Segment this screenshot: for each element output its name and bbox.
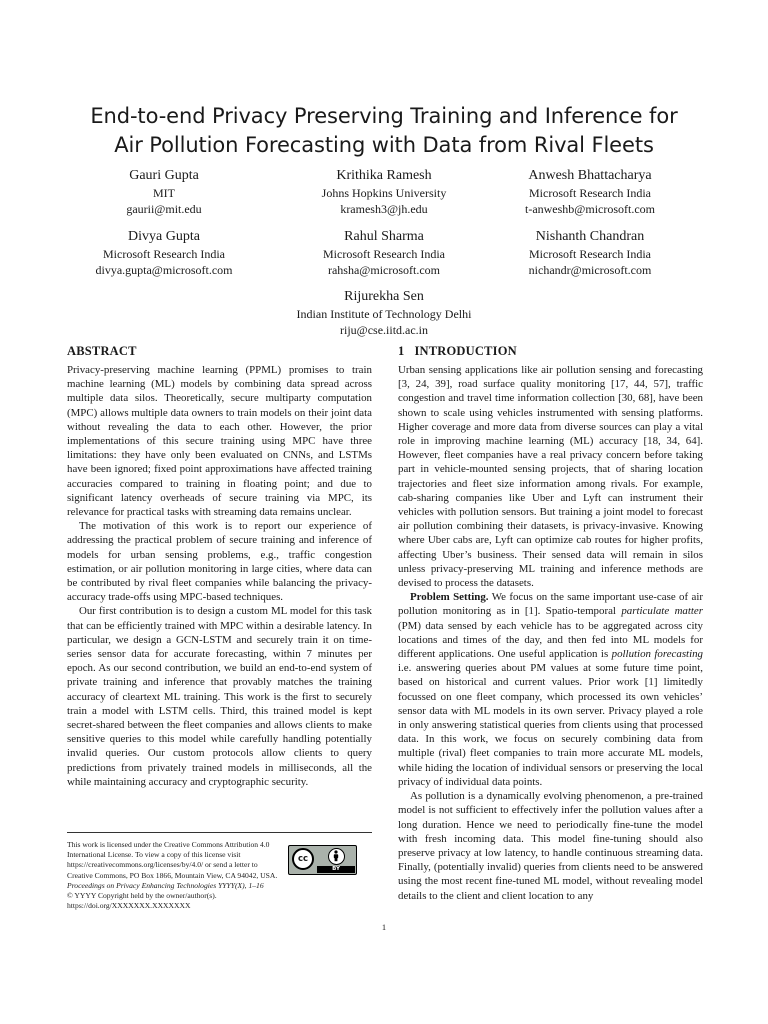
author-name: Nishanth Chandran <box>535 229 645 244</box>
section-number: 1 <box>398 344 405 358</box>
author-name: Krithika Ramesh <box>336 168 432 183</box>
author-block <box>264 167 504 217</box>
author-name: Anwesh Bhattacharya <box>528 168 652 183</box>
abstract-paragraph: Our first contribution is to design a custom ML model for this task that can be efficiently trained with MPC within a desirable latency. In particular, we design a GCN-LSTM and securely train it on time-series sensor data for accurate forecasting, within 7 minutes per epoch. As our second contribution, we build an end-to-end system of private training and inference that provably matches the training accuracy of cleartext ML training. This work is the first to securely train a model with LSTM cells. Third, this trained model is kept secret-shared between the fleet companies and allows clients to make sensitive queries to this model while carefully handling potentially invalid queries. Our custom protocols allow clients to query predictions from privately trained models in milliseconds, all the while maintaining accuracy and cryptographic security. <box>67 605 372 788</box>
author-email: kramesh3@jh.edu <box>340 202 428 216</box>
intro-paragraph: Urban sensing applications like air pollution sensing and forecasting [3, 24, 39], road surface quality monitoring [17, 44, 57], traffic congestion and travel time information collection [30, 68], have been shown to scale using vehicles instrumented with sensing platforms. Higher coverage and more data from diverse sources can play a vital role in improving machine learning (ML) accuracy [18, 34, 64]. However, fleet companies have a real privacy concern before taking part in vehicle-mounted sensing projects, that of sharing location trajectories and fleet size information among rivals. For example, cab-sharing companies like Uber and Lyft can instrument their vehicles with pollution sensors. But training a joint model to forecast air pollution combining their datasets, is privacy-invasive. Knowing where Uber cabs are, Lyft can optimize cab routes for higher profits, affecting Uber’s business. Their sensed data will remain in silos unless privacy-preserving ML training and inference methods are devised to process the datasets. <box>398 364 703 590</box>
author-name: Rahul Sharma <box>344 229 424 244</box>
author-email: riju@cse.iitd.ac.in <box>339 323 429 337</box>
author-block <box>44 228 284 278</box>
doi-link[interactable]: https://doi.org/XXXXXXX.XXXXXXX <box>67 901 191 911</box>
paragraph-text: We focus on the same important use-case of air pollution monitoring as in [1]. Spatio-temporal <box>398 591 704 618</box>
paragraph-text: (PM) data sensed by each vehicle has to be aggregated across city locations and times of the day, and then fed into ML models for different applications. One useful application is <box>398 619 703 661</box>
title-line-1: End-to-end Privacy Preserving Training and Inference for <box>90 104 678 128</box>
author-affiliation: Microsoft Research India <box>529 186 651 200</box>
intro-paragraph <box>398 590 703 789</box>
cc-by-license-badge[interactable] <box>288 845 357 875</box>
author-affiliation: Indian Institute of Technology Delhi <box>296 307 472 321</box>
author-email: t-anweshb@microsoft.com <box>524 202 656 216</box>
abstract-heading: ABSTRACT <box>67 344 137 358</box>
author-affiliation: Microsoft Research India <box>529 247 651 261</box>
author-email: gaurii@mit.edu <box>126 202 202 216</box>
author-affiliation: MIT <box>153 186 175 200</box>
intro-paragraph: As pollution is a dynamically evolving phenomenon, a pre-trained model is not sufficient to effectively infer the pollution values after a long duration. Hence we need to periodically fine-tune the model with fresh incoming data. This model fine-tuning should also preserve privacy at low latency, to handle continuous streaming data. Finally, (potentially invalid) queries from clients need to be answered using the most recent fine-tuned ML model, without revealing model details to the client and client location to any <box>398 790 703 902</box>
author-block <box>44 167 284 217</box>
introduction-section <box>398 344 703 903</box>
author-block <box>470 228 710 278</box>
license-text: This work is licensed under the Creative Commons Attribution 4.0 International License. To view a copy of this license visit https://creativecommons.org/licenses/by/4.0/ or send a letter to Creative Commons, PO Box 1866, Mountain View, CA 94042, USA. <box>67 840 278 880</box>
author-block <box>264 288 504 338</box>
paragraph-text: i.e. answering queries about PM values at some future time point, based on historical and current values. Prior work [1] limitedly focussed on one fleet company, which processed its own vehicles’ sensor data with ML models in its own server. Privacy played a role in only answering statistical queries from clients using that processed data. In this work, we focus on securely combining data from multiple (rival) fleet companies to train more accurate ML models, while hiding the location of individual sensors or preserving the local privacy of individual data points. <box>398 662 703 788</box>
author-email: nichandr@microsoft.com <box>528 263 652 277</box>
section-title: INTRODUCTION <box>414 344 517 358</box>
author-name: Divya Gupta <box>128 229 200 244</box>
introduction-heading <box>398 344 703 359</box>
author-name: Rijurekha Sen <box>344 289 424 304</box>
license-footnote <box>67 832 372 911</box>
author-affiliation: Microsoft Research India <box>103 247 225 261</box>
cc-icon: cc <box>292 848 314 870</box>
attribution-person-icon <box>328 848 345 865</box>
paragraph-runin-heading: Problem Setting. <box>410 591 489 604</box>
page-number: 1 <box>381 922 387 932</box>
emphasis-text: particulate matter <box>621 605 703 618</box>
by-label: BY <box>317 866 355 873</box>
proceedings-line <box>67 881 372 891</box>
emphasis-text: pollution forecasting <box>611 648 703 661</box>
copyright-line: © YYYY Copyright held by the owner/author(s). <box>67 891 217 901</box>
abstract-paragraph: The motivation of this work is to report our experience of addressing the practical problem of secure training and inference of models for urban sensing problems, e.g., traffic congestion estimation, or air pollution monitoring in large cities, where data can be contributed by rival fleet companies while balancing the privacy-accuracy trade-offs using MPC-based techniques. <box>67 520 372 604</box>
author-block <box>264 228 504 278</box>
proceedings-text: Proceedings on Privacy Enhancing Technologies YYYY(X), 1–16 <box>67 880 264 890</box>
title-line-2: Air Pollution Forecasting with Data from Rival Fleets <box>114 133 654 157</box>
author-affiliation: Johns Hopkins University <box>321 186 447 200</box>
author-affiliation: Microsoft Research India <box>323 247 445 261</box>
author-email: rahsha@microsoft.com <box>327 263 441 277</box>
author-block <box>470 167 710 217</box>
author-email: divya.gupta@microsoft.com <box>95 263 233 277</box>
abstract-section <box>67 344 372 789</box>
author-name: Gauri Gupta <box>129 168 199 183</box>
paper-title <box>40 102 728 160</box>
abstract-paragraph: Privacy-preserving machine learning (PPML) promises to train machine learning (ML) models by combining data spread across multiple data silos. Theoretically, secure multiparty computation (MPC) allows multiple data owners to train models on their joint data without revealing the data to each other. However, the prior implementations of this secure training using MPC have three limitations: they have only been evaluated on CNNs, and LSTMs have been ignored; fixed point approximations have affected training accuracies compared to training in floating point; and due to significant latency overheads of secure training via MPC, its relevance for practical tasks with streaming data remains unclear. <box>67 364 372 519</box>
